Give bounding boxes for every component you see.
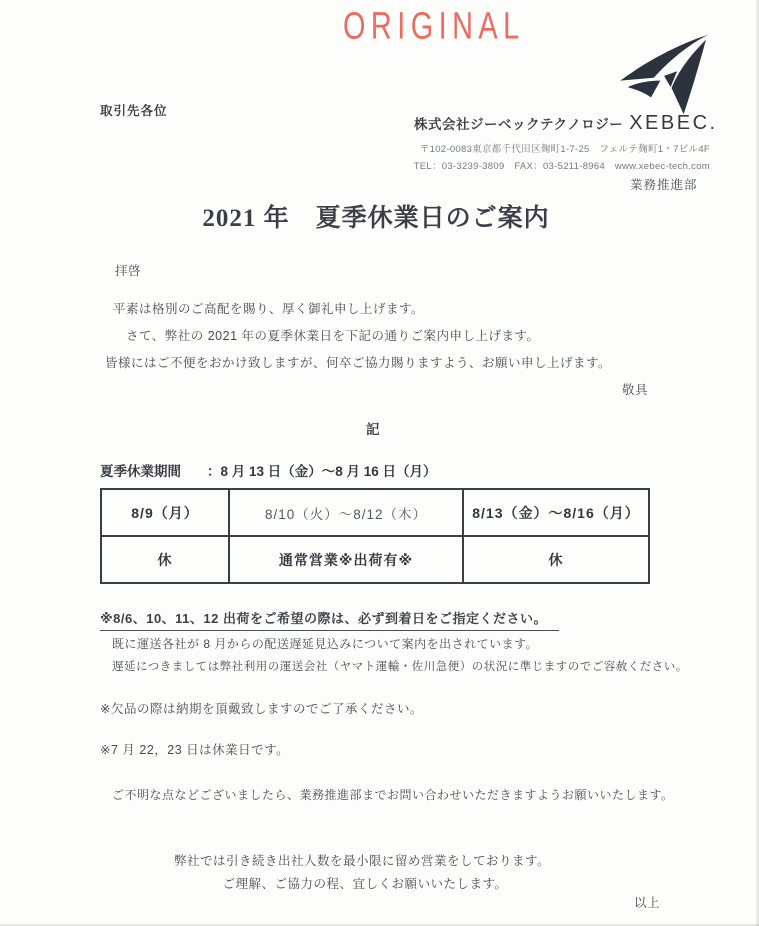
schedule-dates-row [101, 489, 649, 536]
closing-line: ご理解、ご協力の程、宜しくお願いいたします。 [222, 877, 508, 891]
body-line: 平素は格別のご高配を賜り、厚く御礼申し上げます。 [113, 302, 425, 316]
body-line: さて、弊社の 2021 年の夏季休業日を下記の通りご案内申し上げます。 [113, 329, 540, 343]
note-backorder: ※欠品の際は納期を頂戴致しますのでご了承ください。 [100, 702, 423, 716]
department-label: 業務推進部 [630, 178, 698, 192]
salutation: 拝啓 [115, 264, 142, 278]
holiday-period-value: ：8 月 13 日（金）～8 月 16 日（月） [207, 464, 437, 479]
schedule-status-cell: 通常営業※出荷有※ [229, 536, 463, 583]
note-july-holiday: ※7 月 22，23 日は休業日です。 [100, 743, 290, 757]
inquiry-line: ご不明な点などございましたら、業務推進部までお問い合わせいただきますようお願いいたします。 [112, 788, 674, 802]
schedule-date-cell: 8/13（金）～8/16（月） [463, 489, 649, 536]
scan-edge-right [755, 0, 759, 926]
holiday-period-line [100, 460, 437, 480]
company-row [414, 112, 718, 135]
company-contact: TEL：03-3239-3809 FAX：03-5211-8964 www.xebec-tech.com [413, 161, 710, 172]
end-marker: 以上 [634, 896, 661, 910]
letter-closing: 敬具 [622, 383, 649, 397]
schedule-date-cell: 8/9（月） [101, 489, 229, 536]
holiday-period-label: 夏季休業期間 [100, 464, 181, 479]
schedule-status-cell: 休 [463, 536, 649, 583]
schedule-status-row [101, 536, 649, 583]
body-line: 皆様にはご不便をおかけ致しますが、何卒ご協力賜りますよう、お願い申し上げます。 [105, 356, 612, 370]
company-name: 株式会社ジーベックテクノロジー [414, 117, 624, 132]
xebec-logo-icon [618, 34, 712, 116]
recipient-label: 取引先各位 [100, 104, 168, 118]
note-shipping-title: ※8/6、10、11、12 出荷をご希望の際は、必ず到着日をご指定ください。 [100, 608, 559, 631]
company-address: 〒102-0083東京都千代田区麹町1-7-25 フェルテ麹町1・7ビル4F [419, 144, 710, 155]
schedule-status-cell: 休 [101, 536, 229, 583]
original-stamp: ORIGINAL [343, 4, 525, 47]
document-title: 2021 年 夏季休業日のご案内 [202, 205, 550, 232]
schedule-date-cell: 8/10（火）～8/12（木） [229, 489, 463, 536]
note-shipping-detail: 遅延につきましては弊社利用の運送会社（ヤマト運輸・佐川急便）の状況に準じますのでご容赦ください。 [112, 661, 688, 673]
brand-wordmark: XEBEC. [629, 112, 718, 134]
note-shipping-detail: 既に運送各社が 8 月からの配送遅延見込みについて案内を出されています。 [112, 637, 539, 651]
record-marker: 記 [366, 422, 380, 437]
schedule-table [100, 488, 650, 584]
closing-line: 弊社では引き続き出社人数を最小限に留め営業をしております。 [173, 854, 550, 868]
